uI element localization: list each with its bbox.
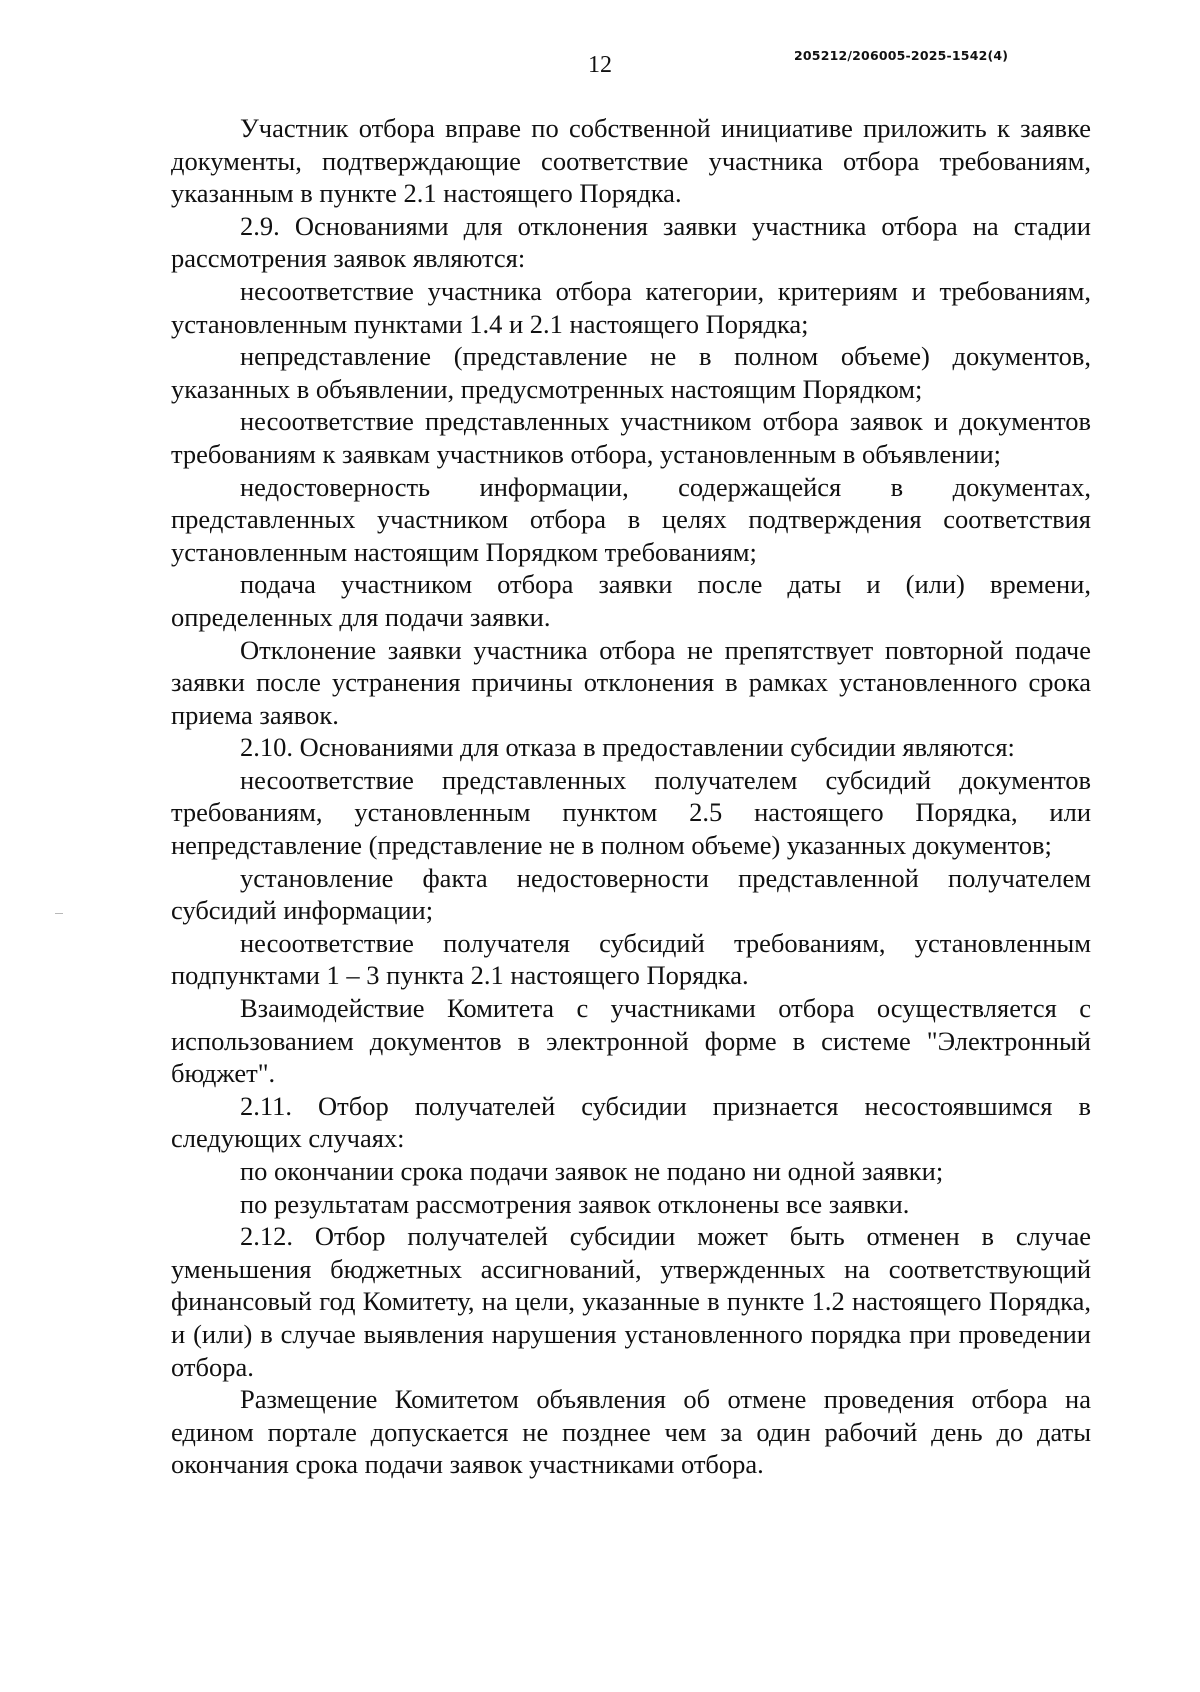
page-number: 12 bbox=[588, 52, 612, 78]
paragraph: несоответствие получателя субсидий требованиям, установленным подпунктами 1 – 3 пункта 2.1 настоящего Порядка. bbox=[171, 927, 1091, 991]
paragraph: несоответствие представленных получателем субсидий документов требованиям, установленным пунктом 2.5 настоящего Порядка, или непредставление (представление не в полном объеме) указанных документов; bbox=[171, 764, 1091, 861]
paragraph: по окончании срока подачи заявок не подано ни одной заявки; bbox=[240, 1156, 944, 1186]
paragraph: установление факта недостоверности представленной получателем субсидий информации; bbox=[171, 862, 1091, 926]
paragraph: несоответствие представленных участником отбора заявок и документов требованиям к заявкам участников отбора, установленным в объявлении; bbox=[171, 406, 1091, 469]
document-id: 205212/206005-2025-1542(4) bbox=[794, 48, 1009, 63]
paragraph: непредставление (представление не в полном объеме) документов, указанных в объявлении, предусмотренных настоящим Порядком; bbox=[171, 341, 1091, 404]
paragraph: несоответствие участника отбора категории, критериям и требованиям, установленным пунктами 1.4 и 2.1 настоящего Порядка; bbox=[171, 275, 1091, 339]
scan-artifact bbox=[55, 913, 63, 914]
paragraph: недостоверность информации, содержащейся в документах, представленных участником отбора в целях подтверждения соответствия установленным настоящим Порядком требованиям; bbox=[171, 471, 1091, 567]
paragraph: Размещение Комитетом объявления об отмене проведения отбора на едином портале допускается не позднее чем за один рабочий день до даты окончания срока подачи заявок участниками отбора. bbox=[171, 1384, 1091, 1480]
document-body bbox=[171, 112, 1091, 1481]
paragraph: 2.11. Отбор получателей субсидии признается несостоявшимся в следующих случаях: bbox=[171, 1090, 1091, 1154]
paragraph: Участник отбора вправе по собственной инициативе приложить к заявке документы, подтверждающие соответствие участника отбора требованиям, указанным в пункте 2.1 настоящего Порядка. bbox=[171, 113, 1091, 209]
paragraph: по результатам рассмотрения заявок отклонены все заявки. bbox=[240, 1188, 910, 1219]
paragraph: подача участником отбора заявки после даты и (или) времени, определенных для подачи заявки. bbox=[171, 569, 1091, 632]
paragraph: 2.10. Основаниями для отказа в предоставлении субсидии являются: bbox=[240, 732, 1015, 763]
paragraph: 2.9. Основаниями для отклонения заявки участника отбора на стадии рассмотрения заявок являются: bbox=[171, 210, 1091, 274]
paragraph: Взаимодействие Комитета с участниками отбора осуществляется с использованием документов в электронной форме в системе "Электронный бюджет". bbox=[171, 993, 1091, 1089]
paragraph: Отклонение заявки участника отбора не препятствует повторной подаче заявки после устранения причины отклонения в рамках установленного срока приема заявок. bbox=[171, 634, 1091, 730]
paragraph: 2.12. Отбор получателей субсидии может быть отменен в случае уменьшения бюджетных ассигнований, утвержденных на соответствующий финансовый год Комитету, на цели, указанные в пункте 1.2 настоящего Порядка, и (или) в случае выявления нарушения установленного порядка при проведении отбора. bbox=[171, 1221, 1091, 1382]
